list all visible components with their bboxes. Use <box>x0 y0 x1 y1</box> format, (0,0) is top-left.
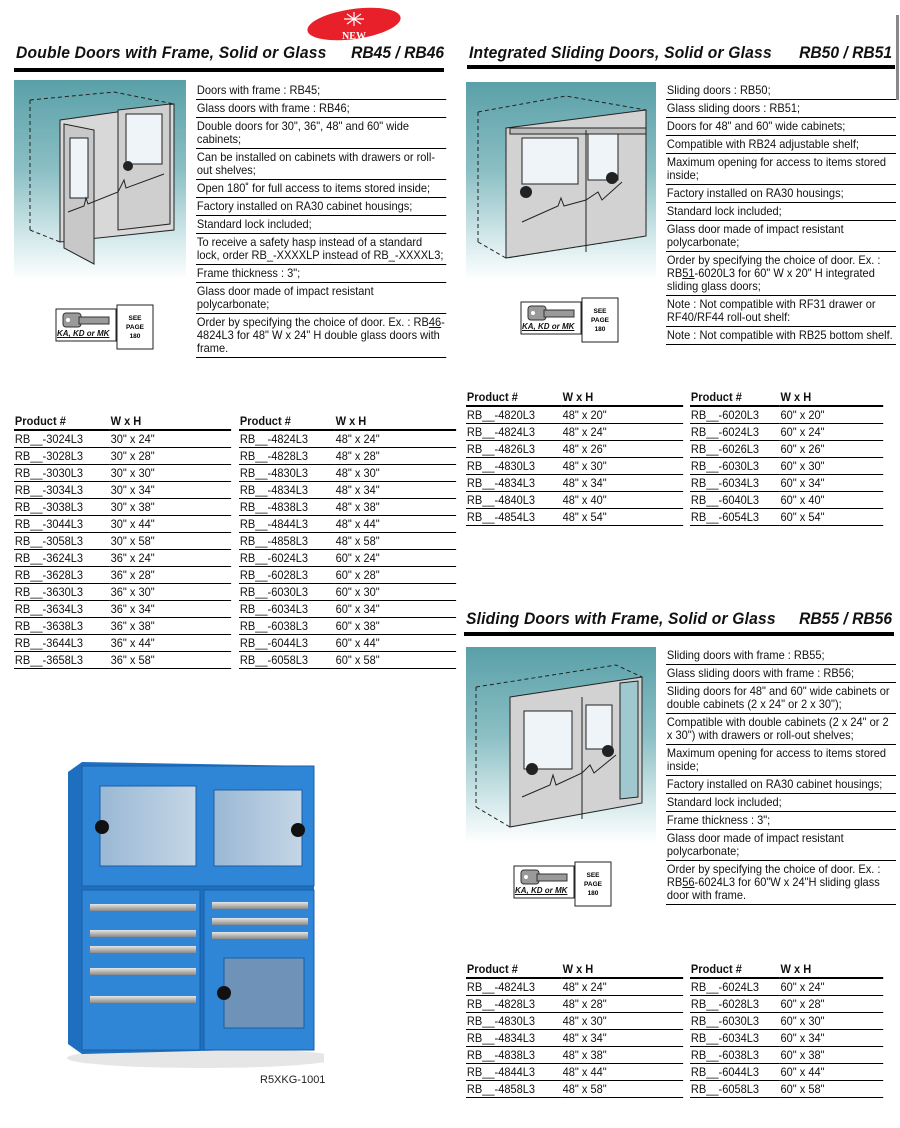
table-row <box>239 482 456 499</box>
note-item: Note : Not compatible with RF31 drawer or RF40/RF44 roll-out shelf: <box>666 296 896 327</box>
table-row <box>239 601 456 618</box>
table-row <box>239 567 456 584</box>
size-cell: 30" x 38" <box>110 499 231 516</box>
product-table-rb45-left: Product # W x H RB__-3024L3 30" x 24" RB__-3028L3 30" x 28" RB__-3030L3 30" x 30" RB__-3034L3 30" x 34" RB__-3038L3 30" x 38" RB__-3044L3 30" x 44" RB__-3058L3 30" x 58" RB__-3624L3 36" x 24" RB__-3628L3 36" x 28" RB__-3630L3 36" x 30" RB__-3634L3 36" x 34" RB__-3638L3 36" x 38" RB__-3644L3 36" x 44" RB__-3658L3 36" x 58" <box>14 414 231 669</box>
feature-item: Frame thickness : 3"; <box>666 812 896 830</box>
size-cell: 48" x 58" <box>335 533 456 550</box>
product-table-rb55-right: Product # W x H RB__-6024L3 60" x 24" RB__-6028L3 60" x 28" RB__-6030L3 60" x 30" RB__-6034L3 60" x 34" RB__-6038L3 60" x 38" RB__-6044L3 60" x 44" RB__-6058L3 60" x 58" <box>690 962 883 1098</box>
product-number-cell: RB__-6026L3 <box>690 441 780 458</box>
product-number-cell: RB__-3030L3 <box>14 465 110 482</box>
key-label: KA, KD or MK <box>515 886 568 895</box>
size-cell: 48" x 28" <box>562 996 683 1013</box>
table-row <box>690 475 883 492</box>
product-table-rb50-right: Product # W x H RB__-6020L3 60" x 20" RB__-6024L3 60" x 24" RB__-6026L3 60" x 26" RB__-6030L3 60" x 30" RB__-6034L3 60" x 34" RB__-6040L3 60" x 40" RB__-6054L3 60" x 54" <box>690 390 883 526</box>
size-cell: 48" x 24" <box>562 424 683 441</box>
svg-text:180: 180 <box>587 890 599 897</box>
size-cell: 48" x 54" <box>562 509 683 526</box>
product-number-cell: RB__-3038L3 <box>14 499 110 516</box>
product-number-cell: RB__-6024L3 <box>690 424 780 441</box>
table-row <box>14 584 231 601</box>
size-cell: 36" x 24" <box>110 550 231 567</box>
product-number-cell: RB__-6024L3 <box>239 550 335 567</box>
size-cell: 60" x 28" <box>335 567 456 584</box>
table-row <box>14 652 231 669</box>
cabinet-photo <box>62 758 324 1074</box>
table-row <box>466 978 683 996</box>
product-number-cell: RB__-3058L3 <box>14 533 110 550</box>
feature-item: Standard lock included; <box>666 203 896 221</box>
table-row <box>690 458 883 475</box>
table-row <box>690 1047 883 1064</box>
section-rule <box>14 68 444 72</box>
table-row <box>466 1047 683 1064</box>
table-row <box>466 1064 683 1081</box>
size-cell: 36" x 58" <box>110 652 231 669</box>
feature-item: Sliding doors : RB50; <box>666 82 896 100</box>
product-number-cell: RB__-4824L3 <box>466 424 562 441</box>
svg-text:PAGE: PAGE <box>591 317 609 324</box>
size-cell: 36" x 28" <box>110 567 231 584</box>
product-number-cell: RB__-3644L3 <box>14 635 110 652</box>
table-row <box>14 430 231 448</box>
product-table-rb55-left: Product # W x H RB__-4824L3 48" x 24" RB__-4828L3 48" x 28" RB__-4830L3 48" x 30" RB__-4834L3 48" x 34" RB__-4838L3 48" x 38" RB__-4844L3 48" x 44" RB__-4858L3 48" x 58" <box>466 962 683 1098</box>
table-row <box>14 482 231 499</box>
feature-item: To receive a safety hasp instead of a standard lock, order RB_-XXXXLP instead of RB_-XXXXL3; <box>196 234 446 265</box>
table-row <box>14 618 231 635</box>
product-number-cell: RB__-6058L3 <box>690 1081 780 1098</box>
feature-item: Glass door made of impact resistant polycarbonate; <box>666 830 896 861</box>
feature-item: Frame thickness : 3"; <box>196 265 446 283</box>
section-rule <box>467 65 895 69</box>
size-cell: 60" x 20" <box>780 406 884 424</box>
size-cell: 60" x 26" <box>780 441 884 458</box>
feature-item: Standard lock included; <box>666 794 896 812</box>
size-cell: 60" x 58" <box>335 652 456 669</box>
table-row <box>239 499 456 516</box>
feature-item: Sliding doors for 48" and 60" wide cabinets or double cabinets (2 x 24" or 2 x 30"); <box>666 683 896 714</box>
svg-text:180: 180 <box>594 326 606 333</box>
new-badge <box>306 7 402 43</box>
table-row <box>14 499 231 516</box>
product-number-cell: RB__-4838L3 <box>239 499 335 516</box>
product-number-cell: RB__-6028L3 <box>690 996 780 1013</box>
product-number-cell: RB__-3634L3 <box>14 601 110 618</box>
size-cell: 60" x 44" <box>335 635 456 652</box>
size-cell: 60" x 28" <box>780 996 884 1013</box>
key-label: KA, KD or MK <box>522 322 575 331</box>
section-title-rb50: Integrated Sliding Doors, Solid or Glass <box>469 43 772 62</box>
table-row <box>690 492 883 509</box>
feature-list-rb55 <box>666 647 896 905</box>
section-code-rb45: RB45 / RB46 <box>350 43 444 62</box>
size-cell: 48" x 40" <box>562 492 683 509</box>
product-number-cell: RB__-3624L3 <box>14 550 110 567</box>
feature-item: Glass sliding doors : RB51; <box>666 100 896 118</box>
size-cell: 48" x 30" <box>562 458 683 475</box>
order-note: Order by specifying the choice of door. Ex. : RB56-6024L3 for 60"W x 24"H sliding glass door with frame. <box>666 861 896 905</box>
table-row <box>239 550 456 567</box>
product-number-cell: RB__-3628L3 <box>14 567 110 584</box>
table-row <box>239 516 456 533</box>
table-row <box>690 406 883 424</box>
feature-item: Glass doors with frame : RB46; <box>196 100 446 118</box>
product-number-cell: RB__-6024L3 <box>690 978 780 996</box>
size-cell: 48" x 34" <box>562 475 683 492</box>
size-cell: 30" x 34" <box>110 482 231 499</box>
size-cell: 30" x 28" <box>110 448 231 465</box>
size-cell: 30" x 44" <box>110 516 231 533</box>
product-number-cell: RB__-6040L3 <box>690 492 780 509</box>
product-number-cell: RB__-4838L3 <box>466 1047 562 1064</box>
section-title-rb45: Double Doors with Frame, Solid or Glass <box>16 43 327 62</box>
product-number-cell: RB__-4828L3 <box>466 996 562 1013</box>
feature-item: Factory installed on RA30 cabinet housings; <box>196 198 446 216</box>
table-row <box>466 1081 683 1098</box>
size-cell: 30" x 24" <box>110 430 231 448</box>
svg-text:SEE: SEE <box>593 308 607 315</box>
size-cell: 48" x 26" <box>562 441 683 458</box>
table-row <box>14 567 231 584</box>
size-cell: 60" x 38" <box>780 1047 884 1064</box>
size-cell: 60" x 30" <box>780 1013 884 1030</box>
illustration-sliding-doors-frame <box>466 647 656 843</box>
svg-text:PAGE: PAGE <box>126 324 144 331</box>
size-cell: 60" x 34" <box>780 475 884 492</box>
table-row <box>239 652 456 669</box>
size-cell: 60" x 34" <box>780 1030 884 1047</box>
feature-item: Glass door made of impact resistant polycarbonate; <box>196 283 446 314</box>
product-number-cell: RB__-6034L3 <box>239 601 335 618</box>
table-row <box>239 584 456 601</box>
product-table-rb50-left: Product # W x H RB__-4820L3 48" x 20" RB__-4824L3 48" x 24" RB__-4826L3 48" x 26" RB__-4830L3 48" x 30" RB__-4834L3 48" x 34" RB__-4840L3 48" x 40" RB__-4854L3 48" x 54" <box>466 390 683 526</box>
size-cell: 60" x 38" <box>335 618 456 635</box>
feature-item: Glass door made of impact resistant polycarbonate; <box>666 221 896 252</box>
product-number-cell: RB__-4844L3 <box>239 516 335 533</box>
size-cell: 36" x 30" <box>110 584 231 601</box>
size-cell: 48" x 44" <box>562 1064 683 1081</box>
product-table-rb45-right: Product # W x H RB__-4824L3 48" x 24" RB__-4828L3 48" x 28" RB__-4830L3 48" x 30" RB__-4834L3 48" x 34" RB__-4838L3 48" x 38" RB__-4844L3 48" x 44" RB__-4858L3 48" x 58" RB__-6024L3 60" x 24" RB__-6028L3 60" x 28" RB__-6030L3 60" x 30" RB__-6034L3 60" x 34" RB__-6038L3 60" x 38" RB__-6044L3 60" x 44" RB__-6058L3 60" x 58" <box>239 414 456 669</box>
product-number-cell: RB__-6030L3 <box>690 458 780 475</box>
table-row <box>466 458 683 475</box>
product-number-cell: RB__-6038L3 <box>239 618 335 635</box>
size-cell: 60" x 24" <box>335 550 456 567</box>
product-number-cell: RB__-4830L3 <box>466 458 562 475</box>
product-number-cell: RB__-3034L3 <box>14 482 110 499</box>
feature-list-rb45 <box>196 82 446 358</box>
svg-text:SEE: SEE <box>128 315 142 322</box>
size-cell: 60" x 30" <box>335 584 456 601</box>
key-label: KA, KD or MK <box>57 329 110 338</box>
product-number-cell: RB__-6034L3 <box>690 1030 780 1047</box>
table-row <box>239 448 456 465</box>
feature-item: Doors for 48" and 60" wide cabinets; <box>666 118 896 136</box>
size-cell: 48" x 28" <box>335 448 456 465</box>
size-cell: 60" x 34" <box>335 601 456 618</box>
feature-item: Can be installed on cabinets with drawers or roll-out shelves; <box>196 149 446 180</box>
size-cell: 30" x 58" <box>110 533 231 550</box>
table-row <box>14 635 231 652</box>
section-code-rb50: RB50 / RB51 <box>798 43 892 62</box>
product-number-cell: RB__-6030L3 <box>690 1013 780 1030</box>
feature-item: Double doors for 30", 36", 48" and 60" wide cabinets; <box>196 118 446 149</box>
product-number-cell: RB__-4834L3 <box>466 475 562 492</box>
product-number-cell: RB__-4834L3 <box>239 482 335 499</box>
size-cell: 48" x 38" <box>562 1047 683 1064</box>
feature-item: Compatible with RB24 adjustable shelf; <box>666 136 896 154</box>
order-note: Order by specifying the choice of door. Ex. : RB51-6020L3 for 60" W x 20" H integrated sliding glass doors; <box>666 252 896 296</box>
order-note: Order by specifying the choice of door. Ex. : RB46-4824L3 for 48" W x 24" H double glass doors with frame. <box>196 314 446 358</box>
table-row <box>14 448 231 465</box>
table-row <box>239 465 456 482</box>
product-number-cell: RB__-3638L3 <box>14 618 110 635</box>
product-number-cell: RB__-6030L3 <box>239 584 335 601</box>
table-row <box>690 1081 883 1098</box>
table-row <box>14 550 231 567</box>
product-number-cell: RB__-4820L3 <box>466 406 562 424</box>
note-item: Note : Not compatible with RB25 bottom shelf. <box>666 327 896 345</box>
section-title-rb55: Sliding Doors with Frame, Solid or Glass <box>466 609 776 628</box>
table-row <box>239 430 456 448</box>
product-number-cell: RB__-6020L3 <box>690 406 780 424</box>
product-number-cell: RB__-4844L3 <box>466 1064 562 1081</box>
product-number-cell: RB__-3658L3 <box>14 652 110 669</box>
table-row <box>14 465 231 482</box>
product-number-cell: RB__-3630L3 <box>14 584 110 601</box>
size-cell: 48" x 34" <box>562 1030 683 1047</box>
table-row <box>466 406 683 424</box>
size-cell: 48" x 24" <box>335 430 456 448</box>
product-number-cell: RB__-3024L3 <box>14 430 110 448</box>
table-row <box>466 996 683 1013</box>
feature-item: Factory installed on RA30 housings; <box>666 185 896 203</box>
feature-item: Compatible with double cabinets (2 x 24" or 2 x 30") with drawers or roll-out shelves; <box>666 714 896 745</box>
size-cell: 48" x 38" <box>335 499 456 516</box>
size-cell: 60" x 54" <box>780 509 884 526</box>
table-row <box>466 492 683 509</box>
photo-caption: R5XKG-1001 <box>260 1074 326 1086</box>
section-rule <box>464 632 894 636</box>
table-row <box>239 618 456 635</box>
feature-item: Factory installed on RA30 cabinet housings; <box>666 776 896 794</box>
key-see-page-graphic <box>513 860 617 910</box>
table-row <box>466 1030 683 1047</box>
product-number-cell: RB__-3044L3 <box>14 516 110 533</box>
table-row <box>690 509 883 526</box>
section-code-rb55: RB55 / RB56 <box>798 609 892 628</box>
size-cell: 48" x 30" <box>562 1013 683 1030</box>
product-number-cell: RB__-4824L3 <box>239 430 335 448</box>
table-row <box>239 635 456 652</box>
table-row <box>690 1030 883 1047</box>
product-number-cell: RB__-4830L3 <box>466 1013 562 1030</box>
table-row <box>14 533 231 550</box>
product-number-cell: RB__-6058L3 <box>239 652 335 669</box>
feature-item: Open 180˚ for full access to items stored inside; <box>196 180 446 198</box>
size-cell: 60" x 30" <box>780 458 884 475</box>
size-cell: 48" x 34" <box>335 482 456 499</box>
table-row <box>690 1013 883 1030</box>
size-cell: 30" x 30" <box>110 465 231 482</box>
product-number-cell: RB__-6028L3 <box>239 567 335 584</box>
table-row <box>466 475 683 492</box>
illustration-double-doors <box>14 80 186 280</box>
size-cell: 36" x 44" <box>110 635 231 652</box>
product-number-cell: RB__-4840L3 <box>466 492 562 509</box>
svg-text:180: 180 <box>129 333 141 340</box>
feature-item: Doors with frame : RB45; <box>196 82 446 100</box>
size-cell: 60" x 44" <box>780 1064 884 1081</box>
feature-item: Sliding doors with frame : RB55; <box>666 647 896 665</box>
size-cell: 60" x 40" <box>780 492 884 509</box>
product-number-cell: RB__-4828L3 <box>239 448 335 465</box>
table-row <box>690 424 883 441</box>
feature-item: Maximum opening for access to items stored inside; <box>666 154 896 185</box>
size-cell: 48" x 58" <box>562 1081 683 1098</box>
feature-list-rb50 <box>666 82 896 345</box>
size-cell: 48" x 44" <box>335 516 456 533</box>
table-row <box>466 1013 683 1030</box>
product-number-cell: RB__-4824L3 <box>466 978 562 996</box>
size-cell: 60" x 58" <box>780 1081 884 1098</box>
table-row <box>466 509 683 526</box>
product-number-cell: RB__-4858L3 <box>466 1081 562 1098</box>
table-row <box>690 1064 883 1081</box>
size-cell: 60" x 24" <box>780 978 884 996</box>
size-cell: 36" x 34" <box>110 601 231 618</box>
product-number-cell: RB__-6054L3 <box>690 509 780 526</box>
size-cell: 36" x 38" <box>110 618 231 635</box>
table-row <box>14 601 231 618</box>
product-number-cell: RB__-4830L3 <box>239 465 335 482</box>
svg-text:NEW: NEW <box>342 31 366 42</box>
product-number-cell: RB__-4834L3 <box>466 1030 562 1047</box>
illustration-integrated-sliding-doors <box>466 82 656 280</box>
feature-item: Standard lock included; <box>196 216 446 234</box>
feature-item: Maximum opening for access to items stored inside; <box>666 745 896 776</box>
table-row <box>466 424 683 441</box>
product-number-cell: RB__-6044L3 <box>690 1064 780 1081</box>
product-number-cell: RB__-6034L3 <box>690 475 780 492</box>
star-burst-icon <box>344 12 364 26</box>
feature-item: Glass sliding doors with frame : RB56; <box>666 665 896 683</box>
svg-text:SEE: SEE <box>586 872 600 879</box>
table-row <box>690 441 883 458</box>
product-number-cell: RB__-3028L3 <box>14 448 110 465</box>
product-number-cell: RB__-6044L3 <box>239 635 335 652</box>
size-cell: 48" x 30" <box>335 465 456 482</box>
size-cell: 48" x 20" <box>562 406 683 424</box>
table-row <box>239 533 456 550</box>
table-row <box>690 996 883 1013</box>
product-number-cell: RB__-6038L3 <box>690 1047 780 1064</box>
table-row <box>690 978 883 996</box>
size-cell: 48" x 24" <box>562 978 683 996</box>
table-row <box>14 516 231 533</box>
product-number-cell: RB__-4826L3 <box>466 441 562 458</box>
key-see-page-graphic <box>520 296 624 346</box>
key-see-page-graphic <box>55 303 159 353</box>
size-cell: 60" x 24" <box>780 424 884 441</box>
product-number-cell: RB__-4854L3 <box>466 509 562 526</box>
page-edge <box>896 15 899 100</box>
svg-text:PAGE: PAGE <box>584 881 602 888</box>
table-row <box>466 441 683 458</box>
product-number-cell: RB__-4858L3 <box>239 533 335 550</box>
